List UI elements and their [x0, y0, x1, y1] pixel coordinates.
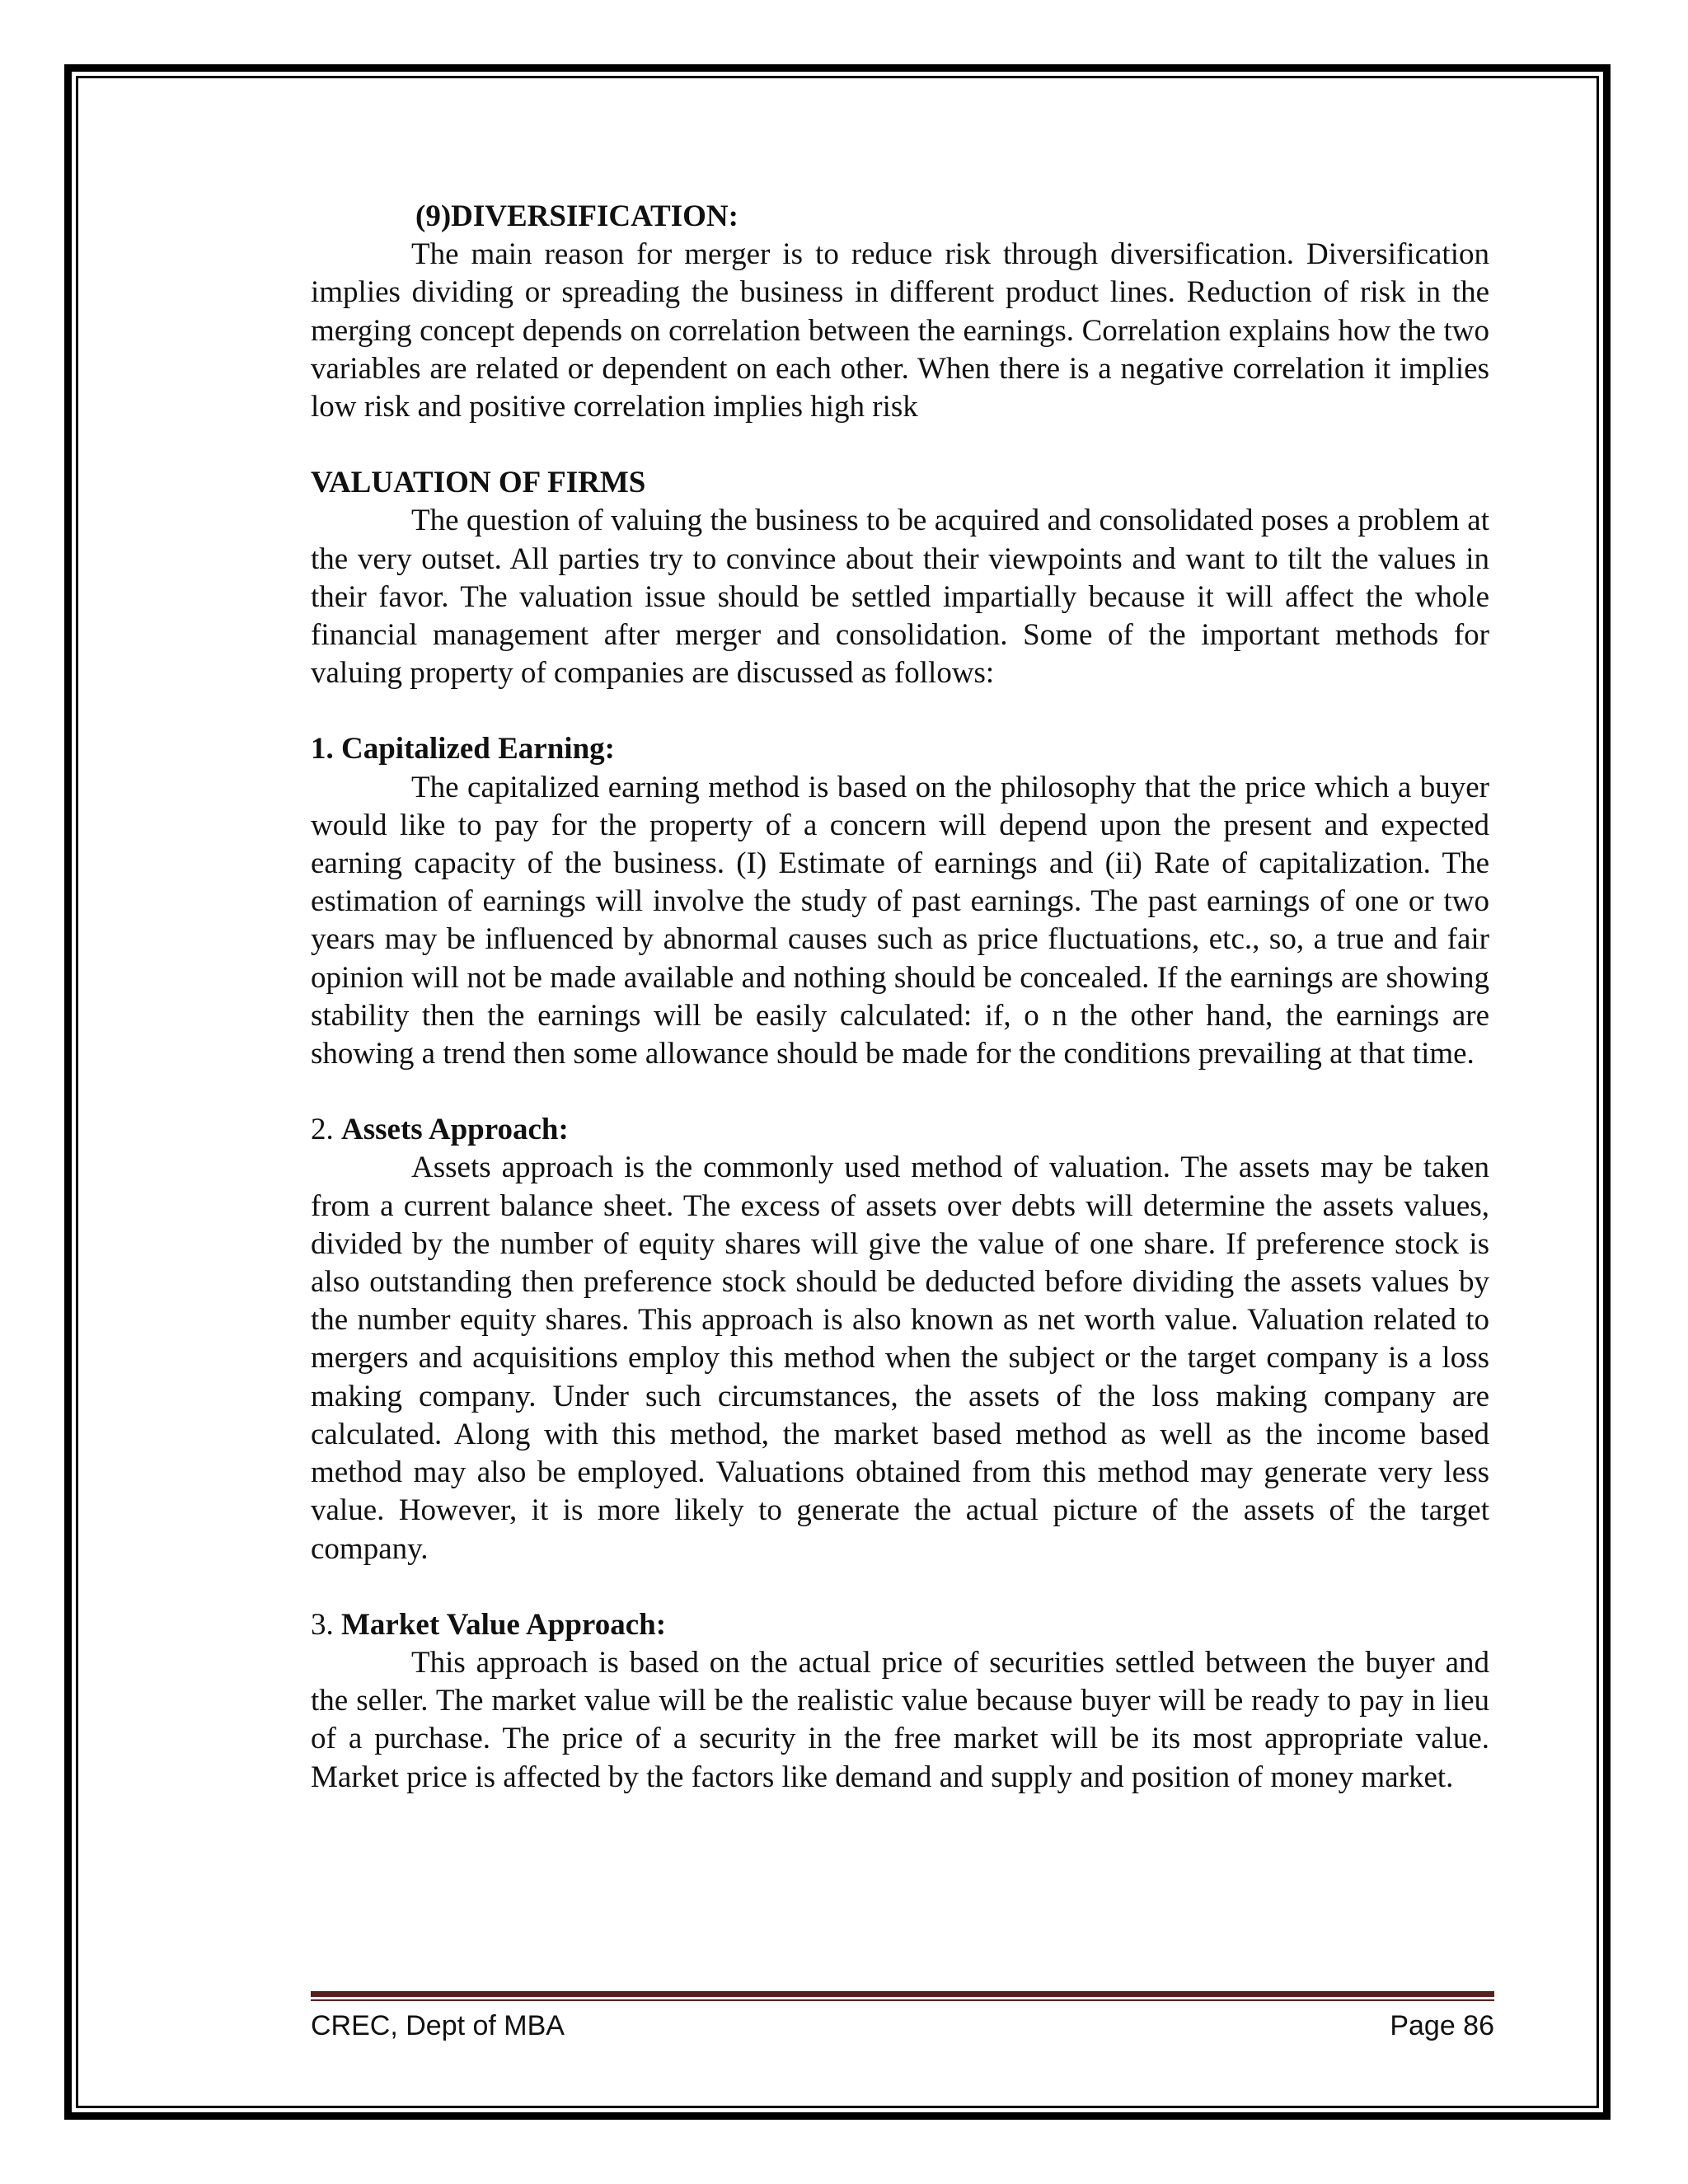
footer-page-number: Page 86 [1390, 2010, 1494, 2041]
section-heading: VALUATION OF FIRMS [311, 466, 646, 500]
page-footer [311, 2008, 1494, 2044]
page-content [311, 198, 1489, 1835]
section-body: The main reason for merger is to reduce risk through diversification. Diversification implies dividing or spreading the business in different product lines. Reduction of risk in the merging concept depends on correlation between the earnings. Correlation explains how the two variables are related or dependent on each other. When there is a negative correlation it implies low risk and positive correlation implies high risk [311, 237, 1489, 424]
section-market-value-approach [311, 1606, 1489, 1797]
section-body: This approach is based on the actual price of securities settled between the buyer and the seller. The market value will be the realistic value because buyer will be ready to pay in lieu of a purchase. The price of a security in the free market will be its most appropriate value. Market price is affected by the factors like demand and supply and position of money market. [311, 1645, 1489, 1794]
section-heading: 1. Capitalized Earning: [311, 732, 615, 766]
section-heading [311, 1606, 1489, 1644]
section-valuation-of-firms [311, 464, 1489, 692]
section-body: Assets approach is the commonly used method of valuation. The assets may be taken from a current balance sheet. The excess of assets over debts will determine the assets values, divided by the number of equity shares will give the value of one share. If preference stock is also outstanding then preference stock should be deducted before dividing the assets values by the number equity shares. This approach is also known as net worth value. Valuation related to mergers and acquisitions employ this method when the subject or the target company is a loss making company. Under such circumstances, the assets of the loss making company are calculated. Along with this method, the market based method as well as the income based method may also be employed. Valuations obtained from this method may generate very less value. However, it is more likely to generate the actual picture of the assets of the target company. [311, 1151, 1489, 1566]
section-title: Assets Approach: [341, 1113, 569, 1147]
section-body: The question of valuing the business to be acquired and consolidated poses a problem at the very outset. All parties try to convince about their viewpoints and want to tilt the values in their favor. The valuation issue should be settled impartially because it will affect the whole financial management after merger and consolidation. Some of the important methods for valuing property of companies are discussed as follows: [311, 504, 1489, 691]
footer-rule-thick [311, 1991, 1494, 1997]
section-diversification [311, 198, 1489, 426]
footer-department: CREC, Dept of MBA [311, 2010, 565, 2041]
section-heading: (9)DIVERSIFICATION: [415, 199, 738, 233]
section-capitalized-earning [311, 730, 1489, 1073]
section-heading [311, 1111, 1489, 1149]
section-number: 3. [311, 1607, 341, 1642]
section-body: The capitalized earning method is based on the philosophy that the price which a buyer would like to pay for the property of a concern will depend upon the present and expected earning capacity of the business. (I) Estimate of earnings and (ii) Rate of capitalization. The estimation of earnings will involve the study of past earnings. The past earnings of one or two years may be influenced by abnormal causes such as price fluctuations, etc., so, a true and fair opinion will not be made available and nothing should be concealed. If the earnings are showing stability then the earnings will be easily calculated: if, o n the other hand, the earnings are showing a trend then some allowance should be made for the conditions prevailing at that time. [311, 770, 1489, 1071]
section-number: 2. [311, 1113, 341, 1147]
section-title: Market Value Approach: [341, 1607, 667, 1642]
footer-rule-thin [311, 1999, 1494, 2001]
section-assets-approach [311, 1111, 1489, 1568]
footer-rule [311, 1991, 1494, 2001]
